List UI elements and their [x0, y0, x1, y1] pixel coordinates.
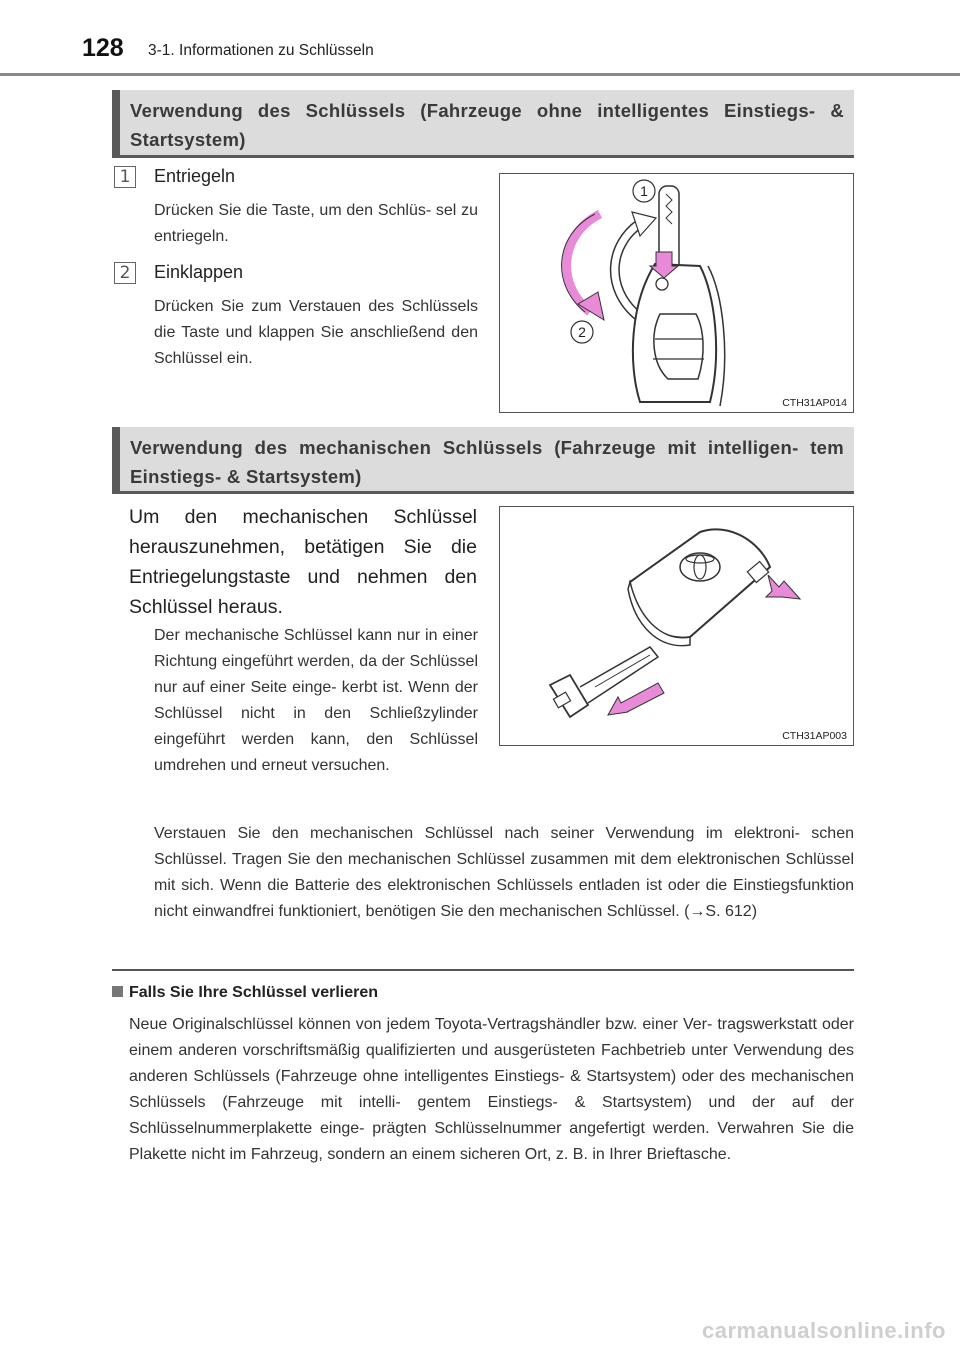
- page-number: 128: [82, 34, 124, 62]
- push-button-arrow-icon: [766, 575, 800, 599]
- step-title-unlock: Entriegeln: [154, 166, 236, 186]
- figure-smart-key: [499, 506, 854, 746]
- figure-label-1: 1: [640, 183, 648, 199]
- lost-keys-text: Neue Originalschlüssel können von jedem Toyota-Vertragshändler bzw. einer Ver- tragswerkstatt oder einem anderen vorschriftsmäßig qualifizierten und ausgerüsteten Fachbetrieb unter Verwendung des anderen Schlüssels (Fahrzeuge ohne intelligentes Einstiegs- & Startsystem) oder des mechanischen Schlüssels (Fahrzeuge mit intelli- gentem Einstiegs- & Startsystem) und der auf der Schlüsselnummerplakette einge- prägten Schlüsselnummer angefertigt werden. Verwahren Sie die Plakette nicht im Fahrzeug, sondern an einem sicheren Ort, z. B. in Ihrer Brieftasche.: [129, 1016, 854, 1163]
- figure-code: CTH31AP003: [782, 730, 847, 742]
- header-divider: [0, 73, 960, 76]
- section-divider: [112, 969, 854, 971]
- pull-arrow-icon: [608, 683, 664, 715]
- mechanical-key-note: Der mechanische Schlüssel kann nur in einer Richtung eingeführt werden, da der Schlüssel nur auf einer Seite einge- kerbt ist. Wenn der Schlüssel nicht in den Schließzylinder eingeführt werden kann, den Schlüssel umdrehen und erneut versuchen.: [154, 627, 478, 774]
- step-number-1: 1: [114, 166, 136, 188]
- release-button-icon: [656, 278, 668, 290]
- figure-code: CTH31AP014: [782, 397, 847, 409]
- mechanical-key-intro: Um den mechanischen Schlüssel herauszunehmen, betätigen Sie die Entriegelungstaste und nehmen den Schlüssel heraus.: [129, 506, 477, 618]
- flip-key-illustration: [500, 174, 853, 412]
- smart-key-illustration: [500, 507, 853, 745]
- square-bullet-icon: [112, 986, 123, 997]
- figure-label-2: 2: [578, 324, 586, 340]
- storage-text: Verstauen Sie den mechanischen Schlüssel nach seiner Verwendung im elektroni- schen Schlüssel. Tragen Sie den mechanischen Schlüssel zusammen mit dem elektronischen Schlüssel mit sich. Wenn die Batterie des elektronischen Schlüssels entladen ist oder die Einstiegsfunktion nicht einwandfrei funktioniert, benötigen Sie den mechanischen Schlüssel. (→S. 612): [154, 825, 854, 920]
- step-text-unlock: Drücken Sie die Taste, um den Schlüs- sel zu entriegeln.: [154, 202, 478, 245]
- step-title-fold: Einklappen: [154, 262, 244, 282]
- chapter-title: 3-1. Informationen zu Schlüsseln: [148, 42, 374, 59]
- watermark: carmanualsonline.info: [702, 1318, 946, 1343]
- lost-keys-title: Falls Sie Ihre Schlüssel verlieren: [129, 984, 379, 1001]
- mechanical-key-icon: [550, 675, 588, 717]
- section-heading-mechanical-key: Verwendung des mechanischen Schlüssels (Fahrzeuge mit intelligen- tem Einstiegs- & Startsystem): [112, 427, 854, 494]
- section-heading-key-usage: Verwendung des Schlüssels (Fahrzeuge ohne intelligentes Einstiegs- & Startsystem): [112, 90, 854, 158]
- lost-keys-heading: [112, 984, 378, 1002]
- figure-flip-key: [499, 173, 854, 413]
- smart-key-fob-icon: [630, 529, 770, 637]
- step-number-2: 2: [114, 262, 136, 284]
- step-text-fold: Drücken Sie zum Verstauen des Schlüssels die Taste und klappen Sie anschließend den Schlüssel ein.: [154, 298, 478, 367]
